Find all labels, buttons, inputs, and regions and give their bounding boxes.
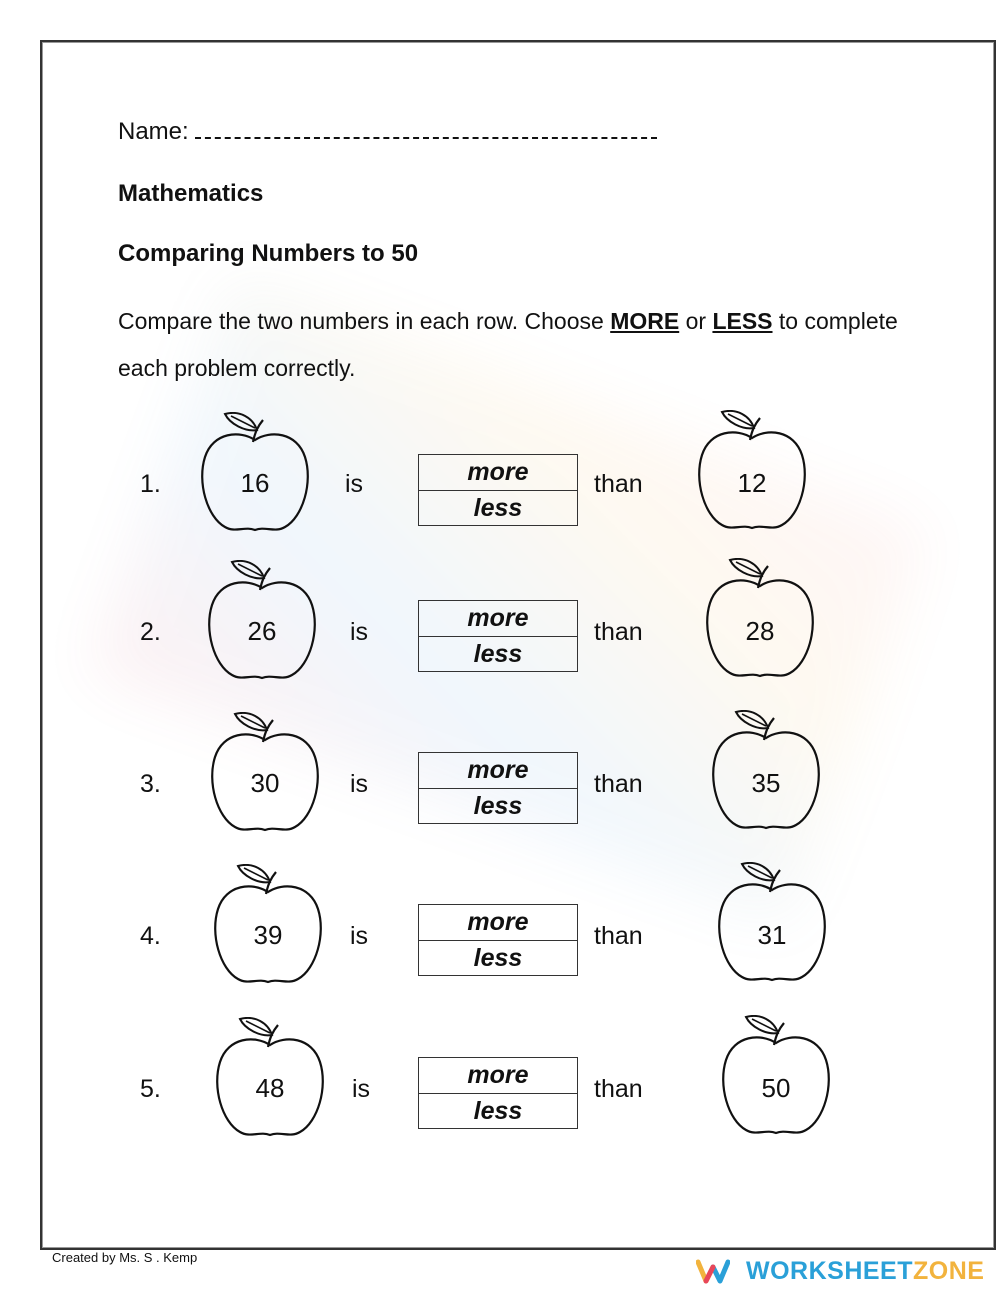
problem-row: [0, 1025, 1000, 1155]
option-less[interactable]: less: [473, 944, 523, 972]
w-logo-icon: [696, 1257, 730, 1285]
option-more[interactable]: more: [419, 455, 577, 491]
worksheetzone-logo: WORKSHEET ZONE: [696, 1255, 984, 1287]
is-text: is: [352, 1075, 371, 1103]
right-apple: [712, 862, 832, 992]
problem-number: 5.: [140, 1075, 161, 1103]
than-text: than: [594, 618, 643, 646]
is-text: is: [350, 922, 369, 950]
right-number: 31: [757, 920, 787, 950]
more-less-choice[interactable]: [418, 752, 578, 824]
left-number: 39: [253, 920, 283, 950]
problem-row: [0, 420, 1000, 550]
problem-number: 4.: [140, 922, 161, 950]
than-text: than: [594, 1075, 643, 1103]
is-text: is: [350, 770, 369, 798]
left-number: 26: [247, 616, 277, 646]
left-number: 30: [250, 768, 280, 798]
more-keyword: MORE: [610, 308, 680, 334]
option-less[interactable]: less: [473, 1097, 523, 1125]
than-text: than: [594, 922, 643, 950]
right-number: 50: [761, 1073, 791, 1103]
right-number: 28: [745, 616, 775, 646]
is-text: is: [345, 470, 364, 498]
left-apple: [202, 560, 322, 690]
worksheet-title: Comparing Numbers to 50: [118, 240, 419, 267]
than-text: than: [594, 470, 643, 498]
option-less[interactable]: less: [473, 494, 523, 522]
option-more[interactable]: more: [419, 905, 577, 941]
more-less-choice[interactable]: [418, 1057, 578, 1129]
more-less-choice[interactable]: [418, 454, 578, 526]
problem-number: 1.: [140, 470, 161, 498]
problem-row: [0, 720, 1000, 850]
option-more[interactable]: more: [419, 753, 577, 789]
option-less[interactable]: less: [473, 640, 523, 668]
left-apple: [210, 1017, 330, 1147]
right-apple: [716, 1015, 836, 1145]
name-field[interactable]: [118, 118, 657, 146]
left-apple: [195, 412, 315, 542]
left-apple: [205, 712, 325, 842]
is-text: is: [350, 618, 369, 646]
left-number: 16: [240, 468, 270, 498]
problem-row: [0, 872, 1000, 1002]
problem-row: [0, 568, 1000, 698]
left-apple: [208, 864, 328, 994]
right-apple: [700, 558, 820, 688]
more-less-choice[interactable]: [418, 904, 578, 976]
problem-number: 3.: [140, 770, 161, 798]
less-keyword: LESS: [712, 308, 773, 334]
credit-text: Created by Ms. S . Kemp: [52, 1250, 198, 1265]
problem-number: 2.: [140, 618, 161, 646]
than-text: than: [594, 770, 643, 798]
option-less[interactable]: less: [473, 792, 523, 820]
name-blank-line[interactable]: [195, 123, 657, 139]
left-number: 48: [255, 1073, 285, 1103]
right-number: 12: [737, 468, 767, 498]
instructions: Compare the two numbers in each row. Choose MORE or LESS to complete each problem correctly.: [118, 308, 898, 381]
right-apple: [706, 710, 826, 840]
right-number: 35: [751, 768, 781, 798]
right-apple: [692, 410, 812, 540]
more-less-choice[interactable]: [418, 600, 578, 672]
subject-heading: Mathematics: [118, 180, 264, 207]
option-more[interactable]: more: [419, 601, 577, 637]
option-more[interactable]: more: [419, 1058, 577, 1094]
name-label: Name:: [118, 118, 189, 145]
